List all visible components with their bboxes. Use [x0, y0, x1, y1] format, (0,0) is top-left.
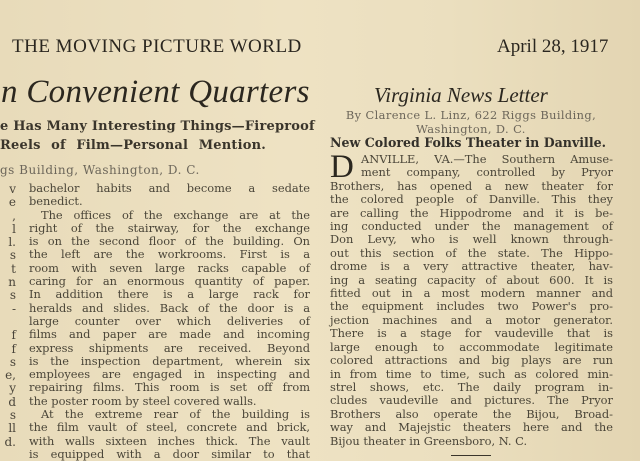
- body-line: ing a seating capacity of about 600. It is: [330, 272, 613, 287]
- margin-fragment: s: [9, 408, 16, 423]
- body-line: drome is a very attractive theater, hav-: [330, 259, 613, 274]
- body-line: caring for an enormous quantity of paper.: [29, 274, 310, 289]
- body-line: Bijou theater in Greensboro, N. C.: [330, 433, 528, 448]
- article-headline: New Colored Folks Theater in Danville.: [330, 135, 607, 150]
- margin-fragment: -: [11, 301, 16, 316]
- margin-fragment: s: [9, 288, 16, 303]
- byline-line: By Clarence L. Linz, 622 Riggs Building,: [345, 108, 597, 122]
- body-line: heralds and slides. Back of the door is a: [29, 300, 310, 315]
- body-line: ANVILLE, VA.—The Southern Amuse-: [361, 152, 613, 166]
- body-line: In addition there is a large rack for: [29, 287, 310, 302]
- margin-fragment: [2, 316, 16, 329]
- right-article-byline: [330, 108, 612, 136]
- subtitle-line: Reels of Film—Personal Mention.: [0, 138, 266, 153]
- margin-fragment: s: [9, 354, 16, 369]
- body-line: The offices of the exchange are at the: [41, 207, 310, 222]
- body-line: Brothers, has opened a new theater for: [330, 178, 613, 193]
- right-article-body: [330, 149, 613, 448]
- margin-fragment: t: [11, 261, 16, 276]
- body-line: Brothers also operate the Bijou, Broad-: [330, 406, 613, 421]
- body-line: room with seven large racks capable of: [29, 260, 310, 275]
- body-line: large enough to accommodate legitimate: [330, 339, 613, 354]
- body-line: the poster room by steel covered walls.: [29, 393, 257, 408]
- left-article-byline: gs Building, Washington, D. C.: [0, 163, 200, 177]
- margin-fragment: v: [9, 182, 16, 196]
- margin-fragment: l: [12, 221, 16, 236]
- byline-line: Washington, D. C.: [416, 122, 526, 136]
- body-line: in from time to time, such as colored min-: [330, 366, 613, 381]
- body-line: the colored people of Danville. This they: [330, 192, 613, 207]
- section-title: Virginia News Letter: [374, 83, 548, 107]
- body-line: films and paper are made and incoming: [29, 327, 310, 342]
- margin-fragment: f: [11, 341, 16, 356]
- body-line: strel shows, etc. The daily program in-: [330, 379, 613, 394]
- body-line: with walls sixteen inches thick. The vault: [29, 433, 310, 448]
- body-line: is on the second floor of the building. On: [29, 234, 310, 249]
- body-line: colored attractions and big plays are run: [330, 353, 613, 368]
- body-line: way and Majejstic theaters here and the: [330, 420, 613, 435]
- margin-fragment: e,: [5, 368, 16, 383]
- margin-fragment: l.: [8, 235, 16, 250]
- body-line: Don Levy, who is well known through-: [330, 232, 613, 247]
- body-line: large counter over which deliveries of: [29, 313, 310, 328]
- body-line: is equipped with a door similar to that: [29, 446, 310, 461]
- page-date: April 28, 1917: [497, 36, 609, 57]
- margin-fragment: s: [9, 248, 16, 263]
- drop-cap: D: [330, 149, 354, 185]
- left-article-subtitle: [0, 117, 315, 155]
- left-article-body: [29, 182, 310, 461]
- margin-fragment: f: [11, 328, 16, 343]
- margin-fragment: d.: [4, 434, 16, 449]
- left-article-title: n Convenient Quarters: [1, 74, 310, 110]
- body-line: out this section of the state. The Hippo-: [330, 245, 613, 260]
- body-line: right of the stairway, for the exchange: [29, 220, 310, 235]
- body-line: cludes vaudeville and pictures. The Pryor: [330, 393, 613, 408]
- body-line: bachelor habits and become a sedate: [29, 181, 310, 195]
- body-line: ing conducted under the management of: [330, 219, 613, 234]
- margin-fragment: ll: [8, 421, 16, 436]
- body-line: the equipment includes two Power's pro-: [330, 299, 613, 314]
- margin-fragment: y: [9, 381, 16, 396]
- margin-fragment: n: [8, 275, 16, 290]
- body-line: There is a stage for vaudeville that is: [330, 326, 613, 341]
- body-line: benedict.: [29, 194, 83, 209]
- body-line: jection machines and a motor generator.: [330, 312, 613, 327]
- body-line: At the extreme rear of the building is: [41, 407, 310, 422]
- body-line: the left are the workrooms. First is a: [29, 247, 310, 262]
- body-line: is the inspection department, wherein six: [29, 353, 310, 368]
- subtitle-line: e Has Many Interesting Things—Fireproof: [0, 119, 315, 134]
- body-line: employees are engaged in inspecting and: [29, 367, 310, 382]
- body-line: ment company, controlled by Pryor: [361, 165, 613, 180]
- cropped-column-fragments: [2, 183, 16, 449]
- margin-fragment: ,: [12, 208, 16, 223]
- body-line: express shipments are received. Beyond: [29, 340, 310, 355]
- body-line: are calling the Hippodrome and it is be-: [330, 205, 613, 220]
- margin-fragment: e: [8, 195, 16, 210]
- body-line: repairing films. This room is set off from: [29, 380, 310, 395]
- body-line: the film vault of steel, concrete and brick,: [29, 420, 310, 435]
- margin-fragment: d: [8, 394, 16, 409]
- section-divider: [451, 455, 491, 456]
- body-line: fitted out in a most modern manner and: [330, 286, 613, 301]
- running-head: THE MOVING PICTURE WORLD: [12, 36, 302, 57]
